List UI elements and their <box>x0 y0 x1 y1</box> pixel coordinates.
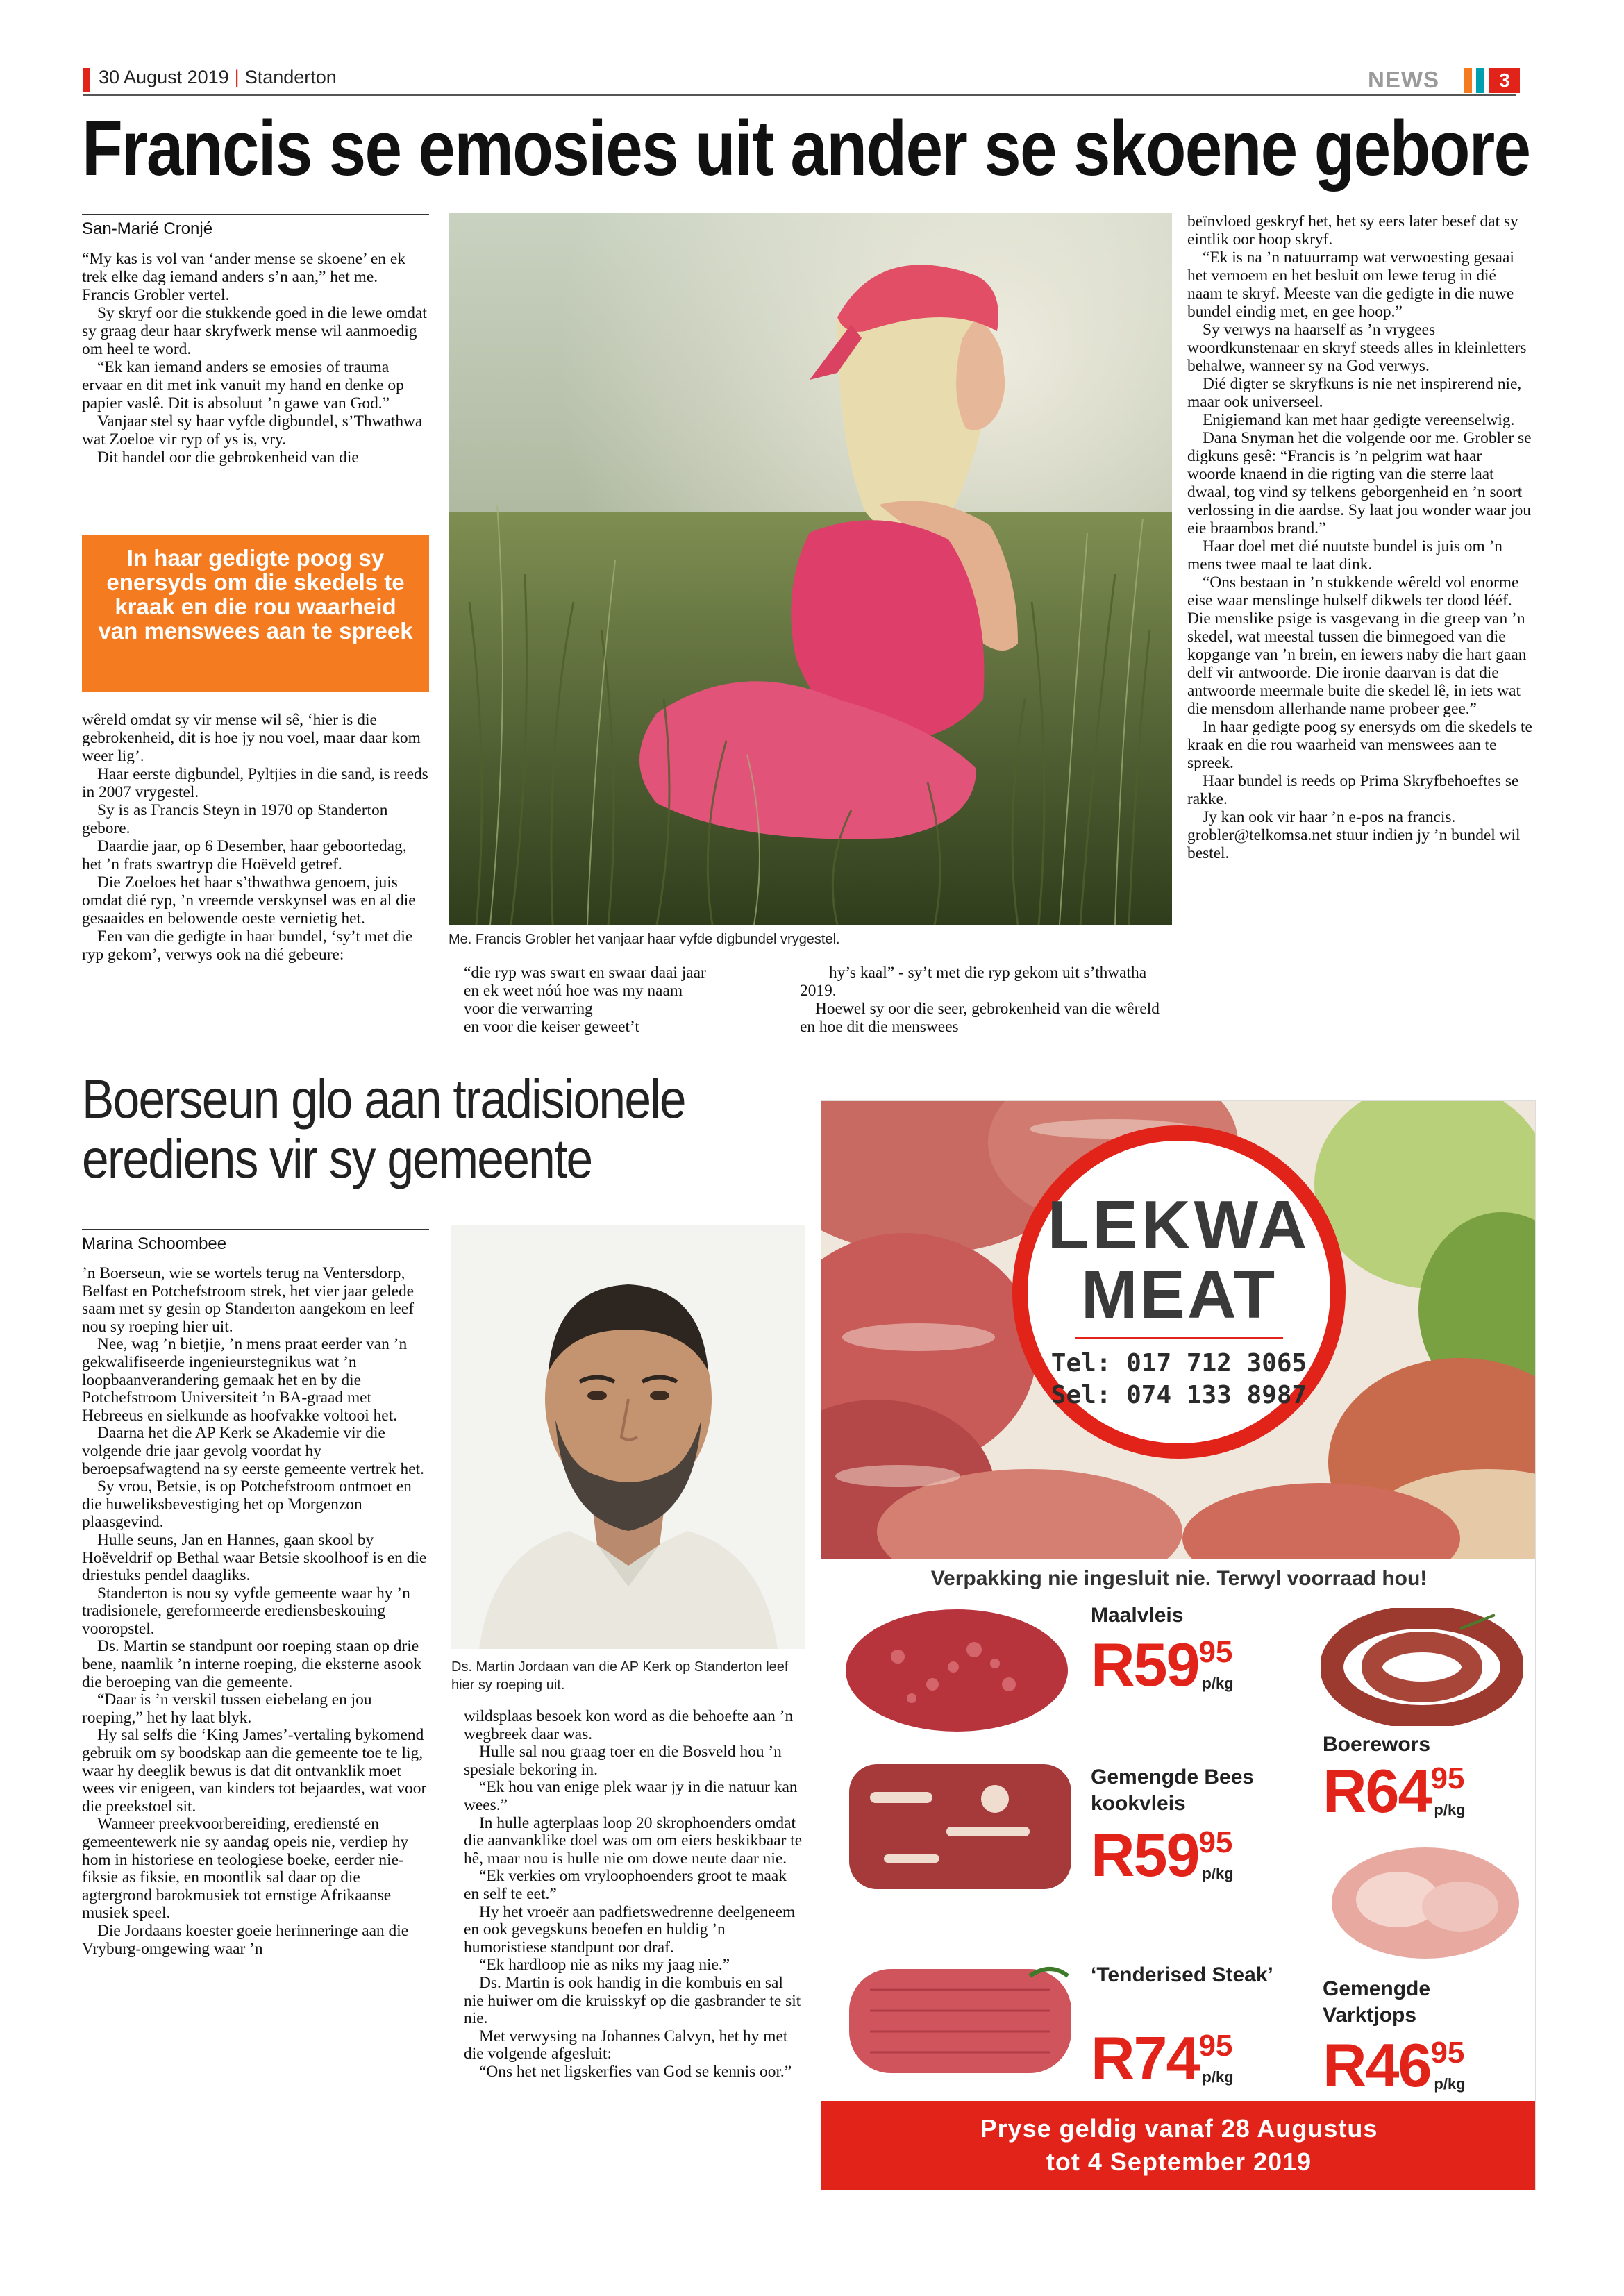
beef-stew-image <box>842 1750 1078 1896</box>
item-name: ‘Tenderised Steak’ <box>1091 1963 1273 1986</box>
article2-col2 <box>464 1708 804 2081</box>
byline-rule-top <box>82 214 429 215</box>
paragraph: Die Jordaans koester goeie herinneringe aan die Vryburg-omgewing waar ’n <box>82 1921 409 1958</box>
paragraph: ’n Boerseun, wie se wortels terug na Ventersdorp, Belfast en Potchefstroom strek, het vier jaar gelede saam met sy gesin op Standerton aangekom en leef nou sy roeping hier uit. <box>82 1264 415 1336</box>
item-name: Gemengde Varktjops <box>1323 1977 1431 2027</box>
boerewors-image <box>1321 1608 1523 1726</box>
paragraph: “My kas is vol van ‘ander mense se skoene’ en ek trek elke dag iemand anders s’n aan,” het me. Francis Grobler vertel. <box>82 250 405 304</box>
paragraph: wildsplaas besoek kon word as die behoefte aan ’n wegbreek daar was. <box>464 1707 794 1743</box>
paragraph: beïnvloed geskryf het, het sy eers later besef dat sy eintlik oor hoop skryf. <box>1187 212 1518 249</box>
article2-headline: Boerseun glo aan tradisionele erediens vir sy gemeente <box>82 1068 685 1189</box>
paragraph: hy’s kaal” - sy’t met die ryp gekom uit s’thwatha 2019. <box>800 964 1147 1000</box>
item-price: R5995p/kg <box>1091 1630 1234 1699</box>
article1-poem: “die ryp was swart en swaar daai jaar en ek weet nóú hoe was my naam voor die verwarring en voor die keiser geweet’t <box>464 964 706 1036</box>
item-name: Boerewors <box>1323 1733 1431 1756</box>
paragraph: Haar eerste digbundel, Pyltjies in die sand, is reeds in 2007 vrygestel. <box>82 765 428 801</box>
price-validity-banner <box>821 2101 1536 2190</box>
article1-photo <box>449 213 1172 925</box>
ad-strapline: Verpakking nie ingesluit nie. Terwyl voorraad hou! <box>930 1567 1428 1590</box>
paragraph: “Ons het net ligskerfies van God se kennis oor.” <box>479 2062 792 2081</box>
woman-in-grass-illustration <box>449 213 1172 925</box>
paragraph: Hulle seuns, Jan en Hannes, gaan skool by Hoëveldrif op Bethal waar Betsie skoolhoof is en die driestuks pendel daagliks. <box>82 1530 427 1585</box>
paragraph: In hulle agterplaas loop 20 skrophoenders omdat die aanvanklike doel was om om eiers beskikbaar te hê, maar nou is hulle nie om dowe neute daar nie. <box>464 1813 803 1868</box>
paragraph: Sy vrou, Betsie, is op Potchefstroom ontmoet en die huweliksbevestiging het op Morgenzon plaasgevind. <box>82 1477 412 1532</box>
validity-line2: tot 4 September 2019 <box>1046 2147 1312 2176</box>
validity-line1: Pryse geldig vanaf 28 Augustus <box>980 2114 1378 2143</box>
paragraph: Hulle sal nou graag toer en die Bosveld hou ’n spesiale bekoring in. <box>464 1743 782 1779</box>
folio-rule <box>83 94 1516 96</box>
article2-photo-caption: Ds. Martin Jordaan van die AP Kerk op Standerton leef hier sy roeping uit. <box>451 1659 789 1693</box>
article2-col1 <box>82 1265 429 1958</box>
article2-photo <box>451 1225 805 1649</box>
article1-col1-bottom <box>82 711 429 964</box>
paragraph: “Ek is na ’n natuurramp wat verwoesting gesaai het vernoem en het besluit om lewe terug in dié naam te skryf. Meeste van die gedigte in die nuwe bundel eindig met, en gee hoop.” <box>1187 249 1514 321</box>
paragraph: “Daar is ’n verskil tussen eiebelang en jou roeping,” het hy laat blyk. <box>82 1691 372 1727</box>
telephone: Tel: 017 712 3065 <box>1050 1349 1307 1377</box>
item-name: Maalvleis <box>1091 1604 1184 1627</box>
folio-town: Standerton <box>244 67 337 87</box>
paragraph: Enigiemand kan met haar gedigte vereenselwig. <box>1203 411 1515 429</box>
folio-date: 30 August 2019 <box>99 67 229 87</box>
paragraph: Haar bundel is reeds op Prima Skryfbehoeftes se rakke. <box>1187 772 1519 808</box>
paragraph: “Ek hou van enige plek waar jy in die natuur kan wees.” <box>464 1778 798 1814</box>
lekwa-meat-advert <box>821 1100 1536 2190</box>
article1-col1-top <box>82 250 429 467</box>
item-price: R4695p/kg <box>1323 2031 1466 2100</box>
paragraph: Ds. Martin se standpunt oor roeping staan op drie bene, naamlik ’n interne roeping, die eksterne asook die beroeping van die gemeente. <box>82 1637 422 1691</box>
brand-name-line1: LEKWA <box>1047 1187 1311 1263</box>
article1-headline: Francis se emosies uit ander se skoene gebore <box>82 105 1530 192</box>
paragraph: Dana Snyman het die volgende oor me. Grobler se digkuns gesê: “Francis is ’n pelgrim wat haar woorde knaend in die rigting van die sterre laat dwaal, tog vind sy telkens geborgenheid en ’n soort verlossing in die aardse. Sy laat jou wonder waar jou eie braambos brand.” <box>1187 429 1532 537</box>
paragraph: “Ek hardloop nie as niks my jaag nie.” <box>479 1956 730 1975</box>
section-accent-orange <box>1464 68 1472 93</box>
page-number: 3 <box>1489 68 1520 93</box>
item-price: R6495p/kg <box>1323 1757 1466 1825</box>
cellphone: Sel: 074 133 8987 <box>1050 1381 1307 1409</box>
folio-accent-bar <box>83 68 90 92</box>
mince-image <box>842 1601 1071 1736</box>
paragraph: Hy het vroeër aan padfietswedrenne deelgeneem en ook gevegskuns beoefen en huldig ’n humoristiese standpunt oor draf. <box>464 1902 796 1956</box>
paragraph: Dit handel oor die gebrokenheid van die <box>97 449 359 467</box>
paragraph: Daardie jaar, op 6 Desember, haar geboortedag, het ’n frats swartryp die Hoëveld getref. <box>82 837 407 873</box>
brand-name-line2: MEAT <box>1080 1256 1278 1332</box>
paragraph: Die Zoeloes het haar s’thwathwa genoem, juis omdat dié ryp, ’n vreemde verskynsel was en al die gesaaides en belowende oeste vernietig het. <box>82 873 416 928</box>
section-accent-teal <box>1476 68 1484 93</box>
paragraph: Wanneer preekvoorbereiding, erediensté en gemeentewerk nie sy aandag opeis nie, verdiep hy hom in historiese en teologiese boeke, eerder nie-fiksie as fiksie, en moontlik sal daar op die agtergrond barokmusiek tot ernstige Afrikaanse musiek speel. <box>82 1815 409 1922</box>
paragraph: Dié digter se skryfkuns is nie net inspirerend nie, maar ook universeel. <box>1187 375 1522 411</box>
article1-col3-bottom <box>800 964 1161 1036</box>
paragraph: Nee, wag ’n bietjie, ’n mens praat eerder van ’n gekwalifiseerde ingenieurstegnikus wat ’n loopbaanverandering gemaak het en by die Potchefstroom Universiteit ’n BA-graad met Hebreeus en sielkunde as hoofvakke voltooi het. <box>82 1335 408 1425</box>
paragraph: “Ek kan iemand anders se emosies of trauma ervaar en dit met ink vanuit my hand en denke op papier vaslê. Dit is absoluut ’n gawe van God.” <box>82 358 404 412</box>
item-price: R5995p/kg <box>1091 1820 1234 1889</box>
pull-quote: In haar gedigte poog sy enersyds om die skedels te kraak en die rou waarheid van menswees aan te spreek <box>82 535 429 692</box>
contact-numbers <box>1012 1348 1346 1411</box>
article1-col4 <box>1187 212 1534 862</box>
paragraph: “Ek verkies om vryloophoenders groot te maak en self te eet.” <box>464 1867 787 1903</box>
article1-photo-caption: Me. Francis Grobler het vanjaar haar vyfde digbundel vrygestel. <box>449 932 840 947</box>
paragraph: Hoewel sy oor die seer, gebrokenheid van die wêreld en hoe dit die menswees <box>800 1000 1160 1036</box>
paragraph: Met verwysing na Johannes Calvyn, het hy met die volgende afgesluit: <box>464 2027 788 2063</box>
paragraph: Een van die gedigte in haar bundel, ‘sy’t met die ryp gekom’, verwys ook na dié gebeure: <box>82 928 413 964</box>
paragraph: wêreld omdat sy vir mense wil sê, ‘hier is die gebrokenheid, dit is hoe jy nou voel, maar daar kom weer lig’. <box>82 711 421 765</box>
item-name: Gemengde Bees kookvleis <box>1091 1766 1255 1815</box>
paragraph: Daarna het die AP Kerk se Akademie vir die volgende drie jaar gevolg voordat hy beroepsafwagtend na sy eerste gemeente vertrek het. <box>82 1424 424 1478</box>
brand-rule <box>1075 1337 1283 1339</box>
paragraph: Hy sal selfs die ‘King James’-vertaling bykomend gebruik om sy boodskap aan die gemeente toe te lig, waar hy deeglik bewus is dat dit ontvanklik moet wees vir enigeen, van kinders tot bejaardes, wat voor die preekstoel sit. <box>82 1726 427 1816</box>
paragraph: Vanjaar stel sy haar vyfde digbundel, s’Thwathwa wat Zoeloe vir ryp of ys is, vry. <box>82 412 423 449</box>
paragraph: In haar gedigte poog sy enersyds om die skedels te kraak en die rou waarheid van menswees aan te spreek. <box>1187 718 1532 772</box>
paragraph: “Ons bestaan in ’n stukkende wêreld vol enorme eise waar menslinge hulself dikwels ter dood lééf. Die menslike psige is vasgevang in die greep van ’n skedel, wat meestal tussen die binnegoed van die kopgange van ’n brein, en iewers naby die hart gaan delf vir antwoorde. Die ironie daarvan is dat die antwoorde meermale buite die skedel lê, in iets wat die mensdom allerhande name probeer gee.” <box>1187 573 1527 718</box>
paragraph: Sy verwys na haarself as ’n vrygees woordkunstenaar en skryf steeds alles in kleinletters behalwe, wanneer sy na God verwys. <box>1187 321 1527 375</box>
tenderised-steak-image <box>842 1948 1078 2087</box>
article1-byline: San-Marié Cronjé <box>82 219 213 238</box>
section-label: NEWS <box>1368 67 1439 92</box>
paragraph: Sy is as Francis Steyn in 1970 op Standerton gebore. <box>82 801 388 837</box>
folio <box>99 67 337 88</box>
item-price: R7495p/kg <box>1091 2024 1234 2093</box>
paragraph: Standerton is nou sy vyfde gemeente waar hy ’n tradisionele, gereformeerde erediensbeskouing vooropstel. <box>82 1584 410 1638</box>
paragraph: Sy skryf oor die stukkende goed in die lewe omdat sy graag deur haar skryfwerk mense wil aanmoedig om heel te word. <box>82 304 427 358</box>
folio-separator: | <box>234 67 240 87</box>
pork-chops-image <box>1321 1837 1523 1969</box>
paragraph: Haar doel met dié nuutste bundel is juis om ’n mens twee maal te laat dink. <box>1187 537 1502 573</box>
paragraph: Ds. Martin is ook handig in die kombuis en sal nie huiwer om die kruisskyf op die gasbrander te sit nie. <box>464 1973 801 2028</box>
portrait-illustration <box>451 1225 805 1649</box>
article2-byline: Marina Schoombee <box>82 1234 227 1253</box>
byline-rule-top <box>82 1229 429 1230</box>
paragraph: Jy kan ook vir haar ’n e-pos na francis. grobler@telkomsa.net stuur indien jy ’n bundel wil bestel. <box>1187 808 1521 862</box>
